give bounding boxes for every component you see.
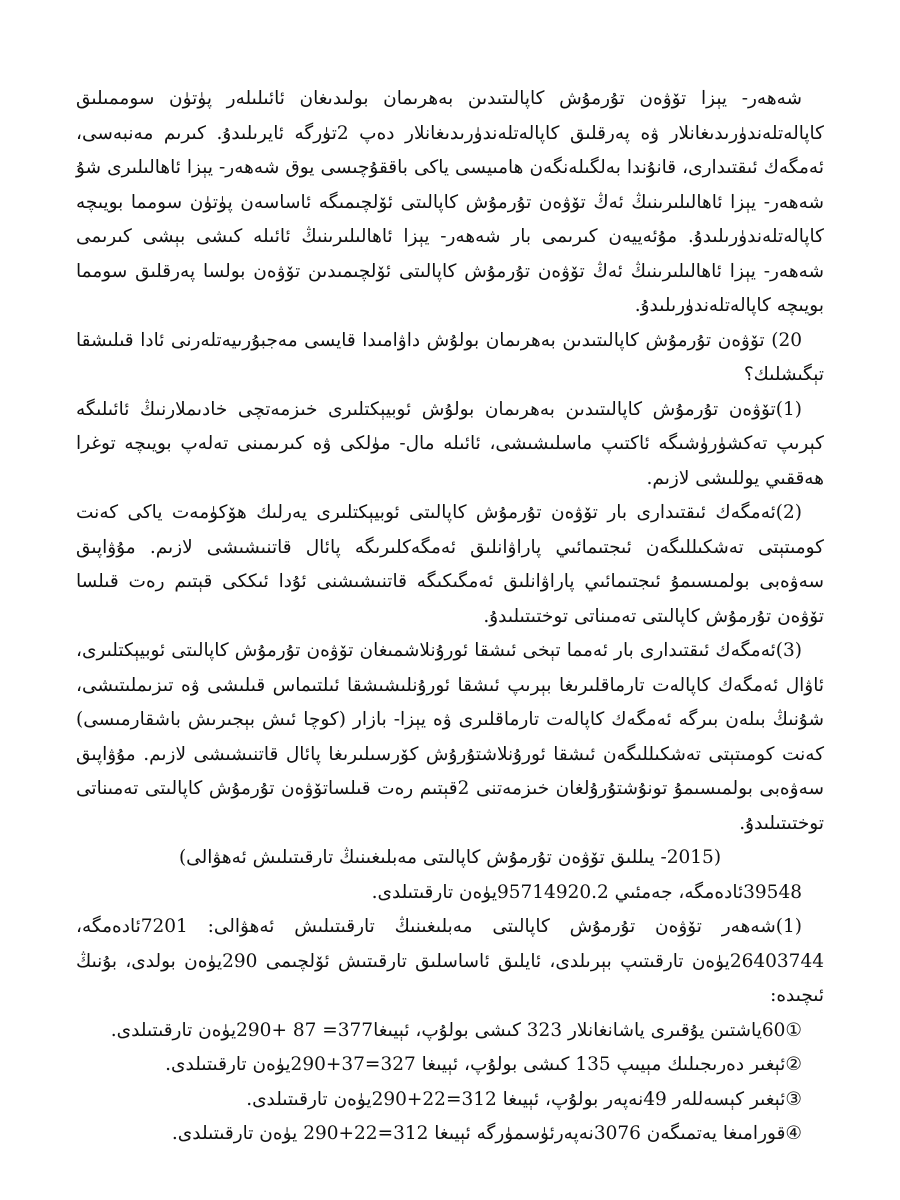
list-item-minors: ④قورامىغا يەتمىگەن 3076نەپەرئۈسمۈرگە ئېيىغا 312=22+290 يۈەن تارقىتىلدى. [171,1123,802,1144]
section-heading-2015-distribution: (2015- يىللىق تۆۋەن تۇرمۇش كاپالىتى مەبلىغىنىڭ تارقىتىلىش ئەھۋالى) [178,847,722,868]
obligation-3-employment-registration: (3)ئەمگەك ئىقتىدارى بار ئەمما تېخى ئىشقا ئورۇنلاشمىغان تۆۋەن تۇرمۇش كاپالىتى ئوبيېكتلىرى، ئاۋال ئەمگەك كاپالەت تارماقلىرىغا بېرىپ ئىشقا ئورۇنلىشىشقا ئىلتىماس قىلىشى ۋە تىزىملىتىشى، شۇنىڭ بىلەن بىرگە ئەمگەك كاپالەت تارماقلىرى ۋە يېزا- بازار (كوچا ئىش بېجىرىش باشقارمىسى) كەنت كومىتېتى تەشكىللىگەن ئىشقا ئورۇنلاشتۇرۇش كۆرسىلىرىغا پائال قاتنىشىشى لازىم. مۇۋاپىق سەۋەبى بولمىسىمۇ تونۇشتۇرۇلغان خىزمەتنى 2قېتىم رەت قىلساتۆۋەن تۇرمۇش كاپالىتى تەمىناتى توختىتىلىدۇ. [76,640,824,834]
obligation-1-cooperate-investigation: (1)تۆۋەن تۇرمۇش كاپالىتىدىن بەھرىمان بولۇش ئوبيېكتلىرى خىزمەتچى خادىملارنىڭ ئائىلىگە كېرىپ تەكشۈرۈشىگە ئاكتىپ ماسلىشىشى، ئائىلە مال- مۈلكى ۋە كىرىمىنى تەلەپ بويىچە توغرا ھەققىي يوللىشى لازىم. [76,398,824,489]
document-page [76,82,824,1152]
list-item-disabled: ②ئېغىر دەرىجىلىك مېيىپ 135 كىشى بولۇپ، ئېيىغا 327=37+290يۈەن تارقىتىلدى. [165,1054,802,1075]
question-20-obligations: 20) تۆۋەن تۇرمۇش كاپالىتىدىن بەھرىمان بولۇش داۋامىدا قايسى مەجبۇرىيەتلەرنى ئادا قىلىشقا تېگىشلىك؟ [76,329,824,385]
obligation-2-public-welfare-labor: (2)ئەمگەك ئىقتىدارى بار تۆۋەن تۇرمۇش كاپالىتى ئوبيېكتلىرى يەرلىك ھۆكۈمەت ياكى كەنت كومىتېتى تەشكىللىگەن ئىجتىمائىي پاراۋانلىق ئەمگەكلىرىگە پائال قاتنىشىشى لازىم. مۇۋاپىق سەۋەبى بولمىسىمۇ ئىجتىمائىي پاراۋانلىق ئەمگىكىگە قاتنىشىشنى ئۇدا ئىككى قېتىم رەت قىلسا تۆۋەن تۇرمۇش كاپالىتى تەمىناتى توختىتىلىدۇ. [76,502,824,627]
list-item-elderly: ①60ياشتىن يۇقىرى ياشانغانلار 323 كىشى بولۇپ، ئېيىغا377= 87 +290يۈەن تارقىتىلدى. [110,1019,802,1041]
list-item-seriously-ill: ③ئېغىر كېسەللەر 49نەپەر بولۇپ، ئېيىغا 312=22+290يۈەن تارقىتىلدى. [246,1088,802,1110]
urban-distribution-summary: (1)شەھەر تۆۋەن تۇرمۇش كاپالىتى مەبلىغىنىڭ تارقىتىلىش ئەھۋالى: 7201ئادەمگە، 26403744يۈەن تارقىتىپ بېرىلدى، ئايلىق ئاساسلىق تارقىتىش ئۆلچىمى 290يۈەن بولدى، بۇنىڭ ئىچىدە: [76,916,824,1006]
total-distribution-summary: 39548ئادەمگە، جەمئىي 95714920.2يۈەن تارقىتىلدى. [371,881,802,903]
paragraph-guarantee-types: شەھەر- يېزا تۆۋەن تۇرمۇش كاپالىتىدىن بەھرىمان بولىدىغان ئائىلىلەر پۈتۈن سوممىلىق كاپالەتلەندۈرىدىغانلار ۋە پەرقلىق كاپالەتلەندۈرىدىغانلار دەپ 2تۈرگە ئايرىلىدۇ. كىرىم مەنبەسى، ئەمگەك ئىقتىدارى، قانۇندا بەلگىلەنگەن ھامىيسى ياكى باققۇچىسى يوق شەھەر- يېزا ئاھالىلىرى شۇ شەھەر- يېزا ئاھالىلىرىنىڭ ئەڭ تۆۋەن تۇرمۇش كاپالىتى ئۆلچىمىگە ئاساسەن پۈتۈن سومما بويىچە كاپالەتلەندۈرىلىدۇ. مۇئەييەن كىرىمى بار شەھەر- يېزا ئاھالىلىرىنىڭ ئائىلە كىشى بېشى كىرىمى شەھەر- يېزا ئاھالىلىرىنىڭ ئەڭ تۆۋەن تۇرمۇش كاپالىتى ئۆلچىمىدىن تۆۋەن بولسا پەرقلىق سومما بويىچە كاپالەتلەندۈرىلىدۇ. [76,88,824,316]
